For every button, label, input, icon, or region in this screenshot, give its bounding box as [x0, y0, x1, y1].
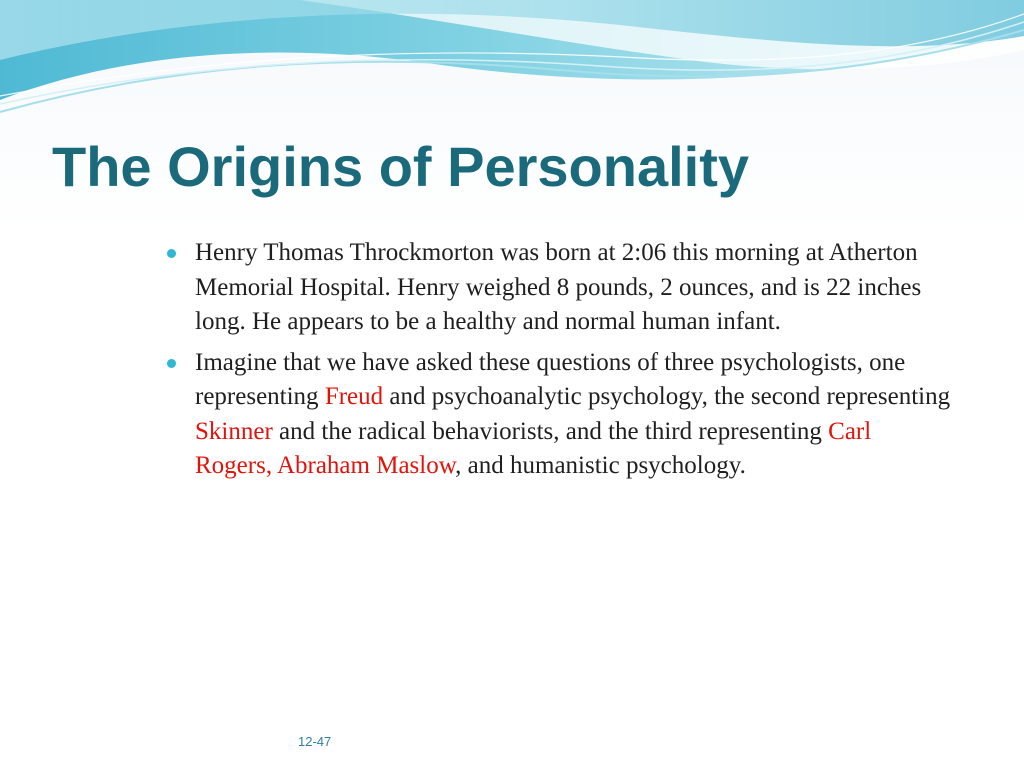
- bullet-dot-icon: [167, 359, 176, 368]
- bullet-text-segment: , and humanistic psychology.: [455, 452, 746, 479]
- bullet-item: [162, 346, 952, 484]
- bullet-item: [162, 236, 952, 340]
- highlight-freud: Freud: [324, 383, 384, 410]
- highlight-skinner: Skinner: [195, 417, 273, 445]
- bullet-text-segment: and psychoanalytic psychology, the second representing: [383, 383, 951, 410]
- page-number: 12-47: [298, 734, 332, 749]
- bullet-text-segment: and the radical behaviorists, and the third representing: [272, 417, 829, 445]
- slide-title: The Origins of Personality: [52, 135, 750, 198]
- bullet-text-segment: Imagine that we have asked these questions of three psychologists, one representing: [195, 348, 906, 410]
- bullet-dot-icon: [167, 249, 176, 258]
- bullet-list: [162, 236, 952, 490]
- header-wave-decoration: [0, 0, 1024, 130]
- bullet-text: Henry Thomas Throckmorton was born at 2:06 this morning at Atherton Memorial Hospital. Henry weighed 8 pounds, 2 ounces, and is 22 inches long. He appears to be a healthy and normal human infant.: [195, 239, 922, 335]
- highlight-rogers-maslow: Carl Rogers, Abraham Maslow: [195, 417, 872, 479]
